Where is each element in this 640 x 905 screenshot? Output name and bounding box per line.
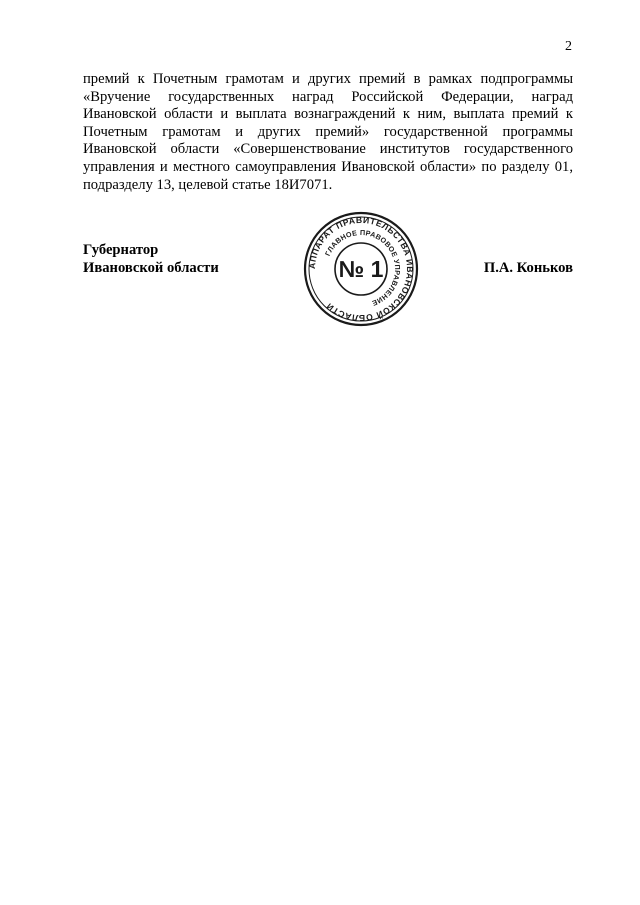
signature-name: П.А. Коньков [483,260,573,276]
stamp-inner-textpath: ГЛАВНОЕ ПРАВОВОЕ УПРАВЛЕНИЕ [322,227,403,308]
body-paragraph: премий к Почетным грамотам и других премий в рамках подпрограммы «Вручение государственных наград Российской Федерации, наград Ивановской области и выплата вознаграждений к ним, выплата премий к Почетным грамотам и других премий» государственной программы Ивановской области «Совершенствование институтов государственного управления и местного самоуправления Ивановской области» по разделу 01, подразделу 13, целевой статье 18И7071. [83,71,573,193]
signature-position-line1: Губернатор [83,242,159,258]
signature-position [83,242,219,277]
official-stamp [303,211,419,327]
stamp-ring-textpath: АППАРАТ ПРАВИТЕЛЬСТВА ИВАНОВСКОЙ ОБЛАСТИ [306,214,416,324]
signature-position-line2: Ивановской области [83,259,219,276]
page-number: 2 [565,39,572,54]
stamp-seal-image [303,211,419,327]
stamp-number: № 1 [338,256,384,282]
